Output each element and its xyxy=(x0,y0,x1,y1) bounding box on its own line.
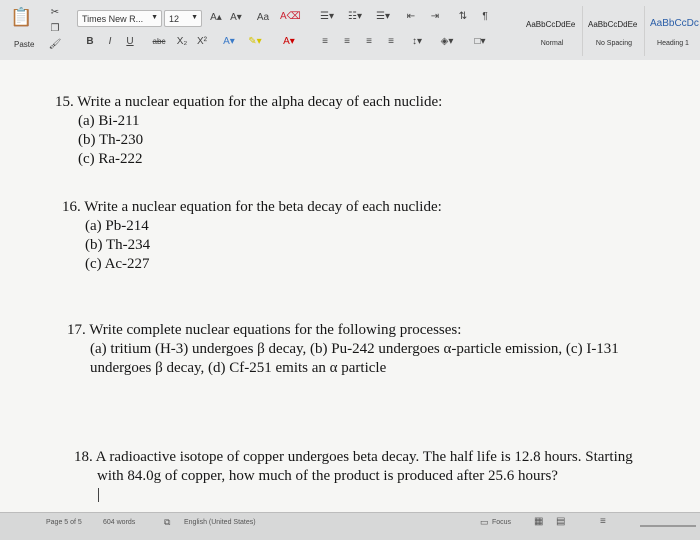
italic-button[interactable]: I xyxy=(108,36,112,47)
style-normal[interactable] xyxy=(522,6,583,56)
question-17-line-1: (a) tritium (H-3) undergoes β decay, (b) Pu-242 undergoes α-particle emission, (c) I-131 xyxy=(90,341,619,357)
copy-icon[interactable]: ❐ xyxy=(50,23,60,34)
zoom-slider[interactable] xyxy=(640,525,696,527)
ribbon xyxy=(0,0,700,61)
grow-font-icon[interactable]: A▴ xyxy=(210,12,222,23)
paste-icon[interactable]: 📋 xyxy=(10,7,33,27)
question-16-item-a: (a) Pb-214 xyxy=(85,218,149,234)
superscript-button[interactable]: X² xyxy=(197,36,207,47)
word-count[interactable]: 604 words xyxy=(103,519,136,526)
question-15-item-b: (b) Th-230 xyxy=(78,132,144,148)
question-15-item-a: (a) Bi-211 xyxy=(78,113,140,129)
underline-button[interactable]: U xyxy=(126,36,134,47)
decrease-indent-icon[interactable]: ⇤ xyxy=(406,11,416,22)
question-16-item-c: (c) Ac-227 xyxy=(85,256,150,272)
bold-button[interactable]: B xyxy=(86,36,94,47)
font-color-icon[interactable]: A▾ xyxy=(283,36,295,47)
question-18 xyxy=(74,448,633,486)
align-right-icon[interactable]: ≡ xyxy=(366,36,372,47)
increase-indent-icon[interactable]: ⇥ xyxy=(430,11,440,22)
borders-icon[interactable]: □▾ xyxy=(474,36,486,47)
language[interactable]: English (United States) xyxy=(184,519,256,526)
numbering-icon[interactable]: ☷▾ xyxy=(348,11,362,22)
print-layout-icon[interactable]: ▦ xyxy=(534,516,544,527)
pilcrow-icon[interactable]: ¶ xyxy=(482,11,488,22)
clear-formatting-icon[interactable]: A⌫ xyxy=(280,11,301,22)
font-size-dropdown[interactable] xyxy=(164,10,202,27)
line-spacing-icon[interactable]: ↕▾ xyxy=(411,36,423,47)
question-15-text: 15. Write a nuclear equation for the alpha decay of each nuclide: xyxy=(55,94,443,110)
style-no-spacing[interactable] xyxy=(584,6,645,56)
justify-icon[interactable]: ≡ xyxy=(388,36,394,47)
web-layout-icon[interactable]: ▤ xyxy=(556,516,566,527)
text-cursor xyxy=(98,488,99,502)
question-16 xyxy=(62,198,442,274)
style-heading-1-name: Heading 1 xyxy=(657,40,689,47)
question-16-text: 16. Write a nuclear equation for the beta decay of each nuclide: xyxy=(62,199,442,215)
format-painter-icon[interactable]: 🖌 xyxy=(48,39,62,50)
proofing-icon[interactable]: ⧉ xyxy=(164,517,171,527)
page-count[interactable]: Page 5 of 5 xyxy=(46,519,82,526)
style-normal-sample: AaBbCcDdEe xyxy=(526,20,576,29)
style-no-spacing-sample: AaBbCcDdEe xyxy=(588,20,638,29)
multilevel-list-icon[interactable]: ☰▾ xyxy=(376,11,390,22)
change-case-icon[interactable]: Aa xyxy=(256,12,270,23)
question-16-item-b: (b) Th-234 xyxy=(85,237,151,253)
style-heading-1[interactable] xyxy=(646,6,700,56)
sort-icon[interactable]: ⇅ xyxy=(458,11,468,22)
style-no-spacing-name: No Spacing xyxy=(595,40,633,47)
align-center-icon[interactable]: ≡ xyxy=(344,36,350,47)
font-size-value: 12 xyxy=(169,14,180,24)
font-name-dropdown[interactable] xyxy=(77,10,162,27)
style-normal-name: Normal xyxy=(540,40,564,47)
chevron-down-icon: ▼ xyxy=(191,14,198,21)
font-name-value: Times New R... xyxy=(82,14,144,24)
subscript-button[interactable]: X₂ xyxy=(176,36,188,47)
focus-button[interactable]: Focus xyxy=(492,519,512,526)
cut-icon[interactable]: ✂ xyxy=(50,7,60,18)
text-effects-icon[interactable]: A▾ xyxy=(223,36,235,47)
style-heading-1-sample: AaBbCcDc xyxy=(650,18,699,29)
strikethrough-button[interactable]: abc xyxy=(152,37,166,46)
question-18-line-1: 18. A radioactive isotope of copper undergoes beta decay. The half life is 12.8 hours. Starting xyxy=(74,449,633,465)
chevron-down-icon: ▼ xyxy=(151,14,158,21)
highlight-icon[interactable]: ✎▾ xyxy=(248,36,262,47)
question-17 xyxy=(67,321,619,378)
question-17-line-2: undergoes β decay, (d) Cf-251 emits an α particle xyxy=(90,360,387,376)
bullets-icon[interactable]: ☰▾ xyxy=(320,11,334,22)
shrink-font-icon[interactable]: A▾ xyxy=(230,12,242,23)
question-15-item-c: (c) Ra-222 xyxy=(78,151,143,167)
question-17-text: 17. Write complete nuclear equations for the following processes: xyxy=(67,322,462,338)
shading-icon[interactable]: ◈▾ xyxy=(440,36,454,47)
question-15 xyxy=(55,93,442,169)
question-18-line-2: with 84.0g of copper, how much of the product is produced after 25.6 hours? xyxy=(97,468,558,484)
align-left-icon[interactable]: ≡ xyxy=(322,36,328,47)
focus-icon[interactable]: ▭ xyxy=(480,517,489,527)
read-mode-icon[interactable]: ≡ xyxy=(600,516,606,527)
status-bar xyxy=(0,512,700,540)
paste-label[interactable]: Paste xyxy=(14,40,35,49)
